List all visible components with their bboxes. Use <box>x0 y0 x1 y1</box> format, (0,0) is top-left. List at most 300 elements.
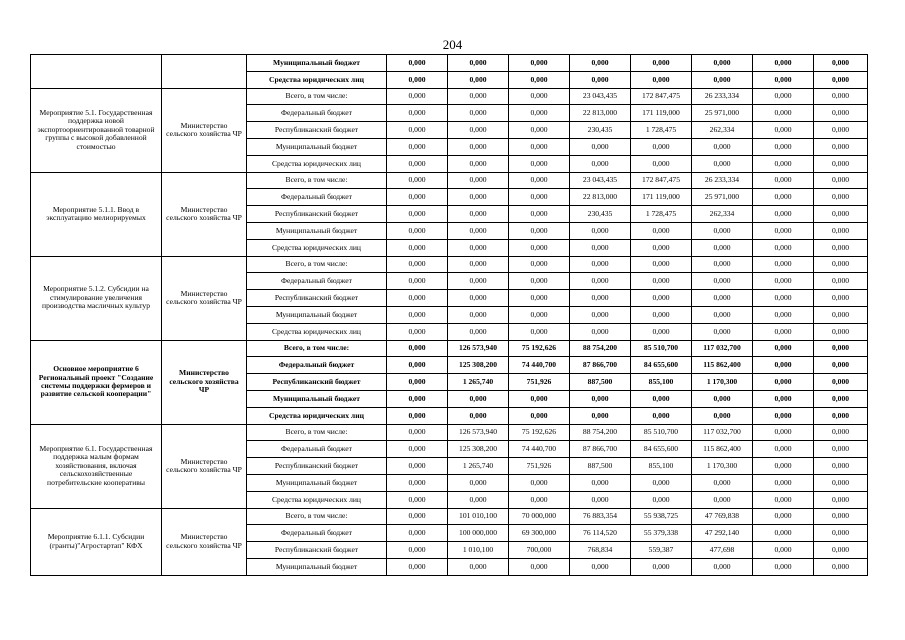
value-cell: 0,000 <box>814 273 868 290</box>
value-cell: 0,000 <box>692 474 753 491</box>
value-cell: 1 170,300 <box>692 374 753 391</box>
value-cell: 0,000 <box>814 491 868 508</box>
value-cell: 26 233,334 <box>692 88 753 105</box>
value-cell: 855,100 <box>631 458 692 475</box>
funding-source-cell: Всего, в том числе: <box>247 256 387 273</box>
funding-source-cell: Средства юридических лиц <box>247 71 387 88</box>
value-cell: 0,000 <box>509 122 570 139</box>
value-cell: 172 847,475 <box>631 88 692 105</box>
value-cell: 0,000 <box>753 491 814 508</box>
value-cell: 0,000 <box>753 407 814 424</box>
value-cell: 0,000 <box>631 290 692 307</box>
value-cell: 25 971,000 <box>692 105 753 122</box>
activity-cell: Основное мероприятие 6 Региональный проект "Создание системы поддержки фермеров и развитие сельской кооперации" <box>31 340 162 424</box>
value-cell: 0,000 <box>814 55 868 72</box>
value-cell: 0,000 <box>753 71 814 88</box>
value-cell: 0,000 <box>387 390 448 407</box>
funding-source-cell: Федеральный бюджет <box>247 525 387 542</box>
value-cell: 0,000 <box>753 290 814 307</box>
funding-source-cell: Средства юридических лиц <box>247 407 387 424</box>
funding-source-cell: Всего, в том числе: <box>247 424 387 441</box>
funding-source-cell: Муниципальный бюджет <box>247 474 387 491</box>
value-cell: 0,000 <box>570 71 631 88</box>
value-cell: 0,000 <box>387 525 448 542</box>
value-cell: 0,000 <box>692 239 753 256</box>
value-cell: 0,000 <box>814 441 868 458</box>
value-cell: 22 813,000 <box>570 105 631 122</box>
value-cell: 0,000 <box>448 55 509 72</box>
value-cell: 0,000 <box>387 558 448 575</box>
value-cell: 0,000 <box>570 290 631 307</box>
value-cell: 0,000 <box>509 55 570 72</box>
value-cell: 0,000 <box>753 340 814 357</box>
value-cell: 0,000 <box>814 71 868 88</box>
value-cell: 0,000 <box>570 390 631 407</box>
funding-source-cell: Муниципальный бюджет <box>247 222 387 239</box>
funding-source-cell: Муниципальный бюджет <box>247 138 387 155</box>
value-cell: 0,000 <box>631 558 692 575</box>
value-cell: 55 938,725 <box>631 508 692 525</box>
value-cell: 0,000 <box>448 306 509 323</box>
funding-source-cell: Республиканский бюджет <box>247 122 387 139</box>
value-cell: 1 265,740 <box>448 374 509 391</box>
value-cell: 0,000 <box>387 88 448 105</box>
funding-source-cell: Всего, в том числе: <box>247 340 387 357</box>
value-cell: 26 233,334 <box>692 172 753 189</box>
value-cell: 0,000 <box>570 407 631 424</box>
value-cell: 0,000 <box>448 491 509 508</box>
value-cell: 0,000 <box>753 105 814 122</box>
value-cell: 0,000 <box>448 189 509 206</box>
value-cell: 0,000 <box>814 222 868 239</box>
value-cell: 0,000 <box>814 525 868 542</box>
activity-cell: Мероприятие 5.1.2. Субсидии на стимулирование увеличения производства масличных культур <box>31 256 162 340</box>
value-cell: 0,000 <box>631 273 692 290</box>
value-cell: 115 862,400 <box>692 357 753 374</box>
value-cell: 69 300,000 <box>509 525 570 542</box>
value-cell: 0,000 <box>570 558 631 575</box>
value-cell: 0,000 <box>387 542 448 559</box>
value-cell: 85 510,700 <box>631 424 692 441</box>
value-cell: 0,000 <box>692 491 753 508</box>
value-cell: 0,000 <box>570 138 631 155</box>
value-cell: 0,000 <box>509 206 570 223</box>
value-cell: 0,000 <box>631 155 692 172</box>
value-cell: 0,000 <box>448 474 509 491</box>
value-cell: 101 010,100 <box>448 508 509 525</box>
value-cell: 0,000 <box>814 407 868 424</box>
value-cell: 0,000 <box>387 491 448 508</box>
budget-table <box>30 54 868 576</box>
value-cell: 0,000 <box>387 239 448 256</box>
value-cell: 0,000 <box>448 222 509 239</box>
value-cell: 0,000 <box>448 290 509 307</box>
value-cell: 0,000 <box>448 105 509 122</box>
value-cell: 0,000 <box>509 189 570 206</box>
value-cell: 0,000 <box>814 357 868 374</box>
value-cell: 768,834 <box>570 542 631 559</box>
value-cell: 0,000 <box>387 357 448 374</box>
value-cell: 75 192,626 <box>509 424 570 441</box>
value-cell: 0,000 <box>387 105 448 122</box>
value-cell: 0,000 <box>814 374 868 391</box>
value-cell: 0,000 <box>570 273 631 290</box>
value-cell: 0,000 <box>387 474 448 491</box>
value-cell: 0,000 <box>753 138 814 155</box>
value-cell: 230,435 <box>570 206 631 223</box>
value-cell: 0,000 <box>814 323 868 340</box>
value-cell: 0,000 <box>387 458 448 475</box>
value-cell: 0,000 <box>692 55 753 72</box>
funding-source-cell: Федеральный бюджет <box>247 441 387 458</box>
value-cell: 0,000 <box>753 155 814 172</box>
value-cell: 0,000 <box>814 340 868 357</box>
value-cell: 1 265,740 <box>448 458 509 475</box>
value-cell: 0,000 <box>753 357 814 374</box>
funding-source-cell: Всего, в том числе: <box>247 88 387 105</box>
funding-source-cell: Республиканский бюджет <box>247 206 387 223</box>
value-cell: 0,000 <box>814 424 868 441</box>
value-cell: 0,000 <box>814 558 868 575</box>
value-cell: 0,000 <box>753 558 814 575</box>
value-cell: 0,000 <box>448 239 509 256</box>
value-cell: 0,000 <box>814 172 868 189</box>
table-row <box>31 172 868 189</box>
activity-cell: Мероприятие 5.1.1. Ввод в эксплуатацию мелиорируемых <box>31 172 162 256</box>
value-cell: 171 119,000 <box>631 105 692 122</box>
value-cell: 0,000 <box>753 88 814 105</box>
value-cell: 0,000 <box>509 323 570 340</box>
value-cell: 0,000 <box>753 239 814 256</box>
value-cell: 1 728,475 <box>631 206 692 223</box>
value-cell: 0,000 <box>631 55 692 72</box>
value-cell: 0,000 <box>448 323 509 340</box>
responsible-cell: Министерство сельского хозяйства ЧР <box>162 256 247 340</box>
funding-source-cell: Муниципальный бюджет <box>247 558 387 575</box>
value-cell: 172 847,475 <box>631 172 692 189</box>
value-cell: 0,000 <box>509 239 570 256</box>
funding-source-cell: Республиканский бюджет <box>247 290 387 307</box>
value-cell: 0,000 <box>814 508 868 525</box>
value-cell: 0,000 <box>631 474 692 491</box>
value-cell: 84 655,600 <box>631 357 692 374</box>
value-cell: 0,000 <box>387 256 448 273</box>
value-cell: 559,387 <box>631 542 692 559</box>
value-cell: 0,000 <box>631 222 692 239</box>
value-cell: 76 883,354 <box>570 508 631 525</box>
value-cell: 0,000 <box>814 542 868 559</box>
value-cell: 0,000 <box>692 155 753 172</box>
value-cell: 0,000 <box>753 424 814 441</box>
value-cell: 0,000 <box>692 407 753 424</box>
responsible-cell: Министерство сельского хозяйства ЧР <box>162 424 247 508</box>
value-cell: 0,000 <box>814 458 868 475</box>
value-cell: 0,000 <box>753 390 814 407</box>
value-cell: 0,000 <box>387 55 448 72</box>
value-cell: 477,698 <box>692 542 753 559</box>
value-cell: 0,000 <box>814 88 868 105</box>
funding-source-cell: Республиканский бюджет <box>247 542 387 559</box>
value-cell: 0,000 <box>631 138 692 155</box>
value-cell: 262,334 <box>692 206 753 223</box>
value-cell: 887,500 <box>570 458 631 475</box>
table-row <box>31 508 868 525</box>
value-cell: 887,500 <box>570 374 631 391</box>
value-cell: 0,000 <box>509 256 570 273</box>
value-cell: 0,000 <box>814 155 868 172</box>
value-cell: 0,000 <box>387 122 448 139</box>
value-cell: 0,000 <box>387 323 448 340</box>
value-cell: 0,000 <box>387 340 448 357</box>
value-cell: 117 032,700 <box>692 340 753 357</box>
value-cell: 0,000 <box>692 273 753 290</box>
funding-source-cell: Федеральный бюджет <box>247 357 387 374</box>
value-cell: 0,000 <box>814 189 868 206</box>
value-cell: 0,000 <box>753 206 814 223</box>
table-row <box>31 88 868 105</box>
value-cell: 0,000 <box>631 491 692 508</box>
value-cell: 0,000 <box>631 256 692 273</box>
value-cell: 0,000 <box>448 273 509 290</box>
value-cell: 87 866,700 <box>570 357 631 374</box>
value-cell: 0,000 <box>387 424 448 441</box>
value-cell: 0,000 <box>753 122 814 139</box>
value-cell: 0,000 <box>814 390 868 407</box>
value-cell: 0,000 <box>631 306 692 323</box>
value-cell: 0,000 <box>387 222 448 239</box>
value-cell: 0,000 <box>387 508 448 525</box>
value-cell: 0,000 <box>814 138 868 155</box>
value-cell: 0,000 <box>631 323 692 340</box>
value-cell: 0,000 <box>692 290 753 307</box>
value-cell: 0,000 <box>753 542 814 559</box>
value-cell: 0,000 <box>448 71 509 88</box>
value-cell: 55 379,338 <box>631 525 692 542</box>
value-cell: 0,000 <box>692 256 753 273</box>
value-cell: 0,000 <box>631 71 692 88</box>
value-cell: 0,000 <box>448 256 509 273</box>
responsible-cell <box>162 55 247 89</box>
value-cell: 88 754,200 <box>570 424 631 441</box>
value-cell: 0,000 <box>692 71 753 88</box>
value-cell: 0,000 <box>509 71 570 88</box>
value-cell: 1 170,300 <box>692 458 753 475</box>
value-cell: 0,000 <box>753 273 814 290</box>
value-cell: 171 119,000 <box>631 189 692 206</box>
value-cell: 230,435 <box>570 122 631 139</box>
value-cell: 751,926 <box>509 374 570 391</box>
value-cell: 0,000 <box>692 558 753 575</box>
table-row <box>31 256 868 273</box>
value-cell: 0,000 <box>509 155 570 172</box>
value-cell: 25 971,000 <box>692 189 753 206</box>
value-cell: 0,000 <box>753 323 814 340</box>
value-cell: 0,000 <box>814 105 868 122</box>
value-cell: 0,000 <box>570 222 631 239</box>
value-cell: 125 308,200 <box>448 357 509 374</box>
value-cell: 0,000 <box>814 239 868 256</box>
activity-cell <box>31 55 162 89</box>
responsible-cell: Министерство сельского хозяйства ЧР <box>162 88 247 172</box>
value-cell: 0,000 <box>509 105 570 122</box>
value-cell: 75 192,626 <box>509 340 570 357</box>
funding-source-cell: Средства юридических лиц <box>247 491 387 508</box>
value-cell: 117 032,700 <box>692 424 753 441</box>
value-cell: 0,000 <box>387 441 448 458</box>
value-cell: 0,000 <box>509 491 570 508</box>
value-cell: 0,000 <box>387 306 448 323</box>
value-cell: 262,334 <box>692 122 753 139</box>
responsible-cell: Министерство сельского хозяйства ЧР <box>162 508 247 575</box>
page-number: 204 <box>442 37 463 52</box>
value-cell: 125 308,200 <box>448 441 509 458</box>
value-cell: 0,000 <box>570 306 631 323</box>
value-cell: 0,000 <box>753 55 814 72</box>
value-cell: 0,000 <box>448 138 509 155</box>
value-cell: 0,000 <box>509 306 570 323</box>
funding-source-cell: Всего, в том числе: <box>247 508 387 525</box>
table-row <box>31 340 868 357</box>
activity-cell: Мероприятие 6.1. Государственная поддержка малым формам хозяйствования, включая сельскохозяйственные потребительские кооперативы <box>31 424 162 508</box>
funding-source-cell: Муниципальный бюджет <box>247 390 387 407</box>
value-cell: 0,000 <box>631 407 692 424</box>
value-cell: 700,000 <box>509 542 570 559</box>
value-cell: 76 114,520 <box>570 525 631 542</box>
value-cell: 0,000 <box>692 306 753 323</box>
value-cell: 0,000 <box>509 407 570 424</box>
value-cell: 0,000 <box>753 306 814 323</box>
funding-source-cell: Средства юридических лиц <box>247 155 387 172</box>
value-cell: 0,000 <box>509 558 570 575</box>
value-cell: 0,000 <box>509 290 570 307</box>
responsible-cell: Министерство сельского хозяйства ЧР <box>162 172 247 256</box>
value-cell: 0,000 <box>509 390 570 407</box>
value-cell: 0,000 <box>387 273 448 290</box>
value-cell: 70 000,000 <box>509 508 570 525</box>
value-cell: 0,000 <box>753 458 814 475</box>
value-cell: 47 769,838 <box>692 508 753 525</box>
funding-source-cell: Республиканский бюджет <box>247 374 387 391</box>
value-cell: 0,000 <box>753 172 814 189</box>
value-cell: 0,000 <box>814 306 868 323</box>
funding-source-cell: Средства юридических лиц <box>247 323 387 340</box>
value-cell: 23 043,435 <box>570 88 631 105</box>
value-cell: 22 813,000 <box>570 189 631 206</box>
value-cell: 0,000 <box>570 55 631 72</box>
value-cell: 23 043,435 <box>570 172 631 189</box>
value-cell: 0,000 <box>387 374 448 391</box>
value-cell: 0,000 <box>387 290 448 307</box>
value-cell: 0,000 <box>753 374 814 391</box>
value-cell: 0,000 <box>448 172 509 189</box>
value-cell: 0,000 <box>387 407 448 424</box>
value-cell: 0,000 <box>814 290 868 307</box>
value-cell: 0,000 <box>509 172 570 189</box>
value-cell: 87 866,700 <box>570 441 631 458</box>
value-cell: 0,000 <box>570 256 631 273</box>
value-cell: 0,000 <box>387 189 448 206</box>
value-cell: 0,000 <box>387 71 448 88</box>
value-cell: 0,000 <box>814 474 868 491</box>
value-cell: 0,000 <box>387 172 448 189</box>
value-cell: 0,000 <box>570 155 631 172</box>
value-cell: 1 728,475 <box>631 122 692 139</box>
funding-source-cell: Федеральный бюджет <box>247 273 387 290</box>
value-cell: 74 440,700 <box>509 441 570 458</box>
value-cell: 0,000 <box>814 256 868 273</box>
activity-cell: Мероприятие 6.1.1. Субсидии (гранты)"Агростартап" КФХ <box>31 508 162 575</box>
value-cell: 84 655,600 <box>631 441 692 458</box>
value-cell: 47 292,140 <box>692 525 753 542</box>
value-cell: 0,000 <box>448 558 509 575</box>
value-cell: 0,000 <box>692 222 753 239</box>
value-cell: 0,000 <box>448 122 509 139</box>
value-cell: 855,100 <box>631 374 692 391</box>
value-cell: 0,000 <box>448 88 509 105</box>
value-cell: 0,000 <box>753 474 814 491</box>
table-row <box>31 55 868 72</box>
funding-source-cell: Республиканский бюджет <box>247 458 387 475</box>
value-cell: 0,000 <box>753 189 814 206</box>
funding-source-cell: Федеральный бюджет <box>247 105 387 122</box>
value-cell: 0,000 <box>753 441 814 458</box>
funding-source-cell: Средства юридических лиц <box>247 239 387 256</box>
value-cell: 0,000 <box>509 273 570 290</box>
activity-cell: Мероприятие 5.1. Государственная поддержка новой экспортоориентированной товарной группы с высокой добавленной стоимостью <box>31 88 162 172</box>
value-cell: 0,000 <box>387 155 448 172</box>
funding-source-cell: Всего, в том числе: <box>247 172 387 189</box>
value-cell: 0,000 <box>509 88 570 105</box>
value-cell: 0,000 <box>753 525 814 542</box>
value-cell: 0,000 <box>387 206 448 223</box>
value-cell: 0,000 <box>692 323 753 340</box>
value-cell: 0,000 <box>509 474 570 491</box>
funding-source-cell: Муниципальный бюджет <box>247 306 387 323</box>
value-cell: 0,000 <box>448 407 509 424</box>
value-cell: 0,000 <box>753 508 814 525</box>
funding-source-cell: Федеральный бюджет <box>247 189 387 206</box>
value-cell: 0,000 <box>448 390 509 407</box>
value-cell: 115 862,400 <box>692 441 753 458</box>
value-cell: 0,000 <box>570 323 631 340</box>
value-cell: 0,000 <box>753 222 814 239</box>
value-cell: 0,000 <box>814 206 868 223</box>
value-cell: 0,000 <box>631 390 692 407</box>
value-cell: 0,000 <box>509 138 570 155</box>
value-cell: 0,000 <box>570 491 631 508</box>
value-cell: 0,000 <box>387 138 448 155</box>
value-cell: 0,000 <box>692 138 753 155</box>
funding-source-cell: Муниципальный бюджет <box>247 55 387 72</box>
value-cell: 0,000 <box>753 256 814 273</box>
value-cell: 74 440,700 <box>509 357 570 374</box>
value-cell: 751,926 <box>509 458 570 475</box>
value-cell: 0,000 <box>814 122 868 139</box>
value-cell: 0,000 <box>692 390 753 407</box>
value-cell: 126 573,940 <box>448 340 509 357</box>
value-cell: 100 000,000 <box>448 525 509 542</box>
value-cell: 85 510,700 <box>631 340 692 357</box>
value-cell: 0,000 <box>631 239 692 256</box>
table-row <box>31 424 868 441</box>
value-cell: 0,000 <box>448 206 509 223</box>
value-cell: 1 010,100 <box>448 542 509 559</box>
value-cell: 0,000 <box>570 474 631 491</box>
value-cell: 88 754,200 <box>570 340 631 357</box>
value-cell: 126 573,940 <box>448 424 509 441</box>
value-cell: 0,000 <box>448 155 509 172</box>
value-cell: 0,000 <box>570 239 631 256</box>
